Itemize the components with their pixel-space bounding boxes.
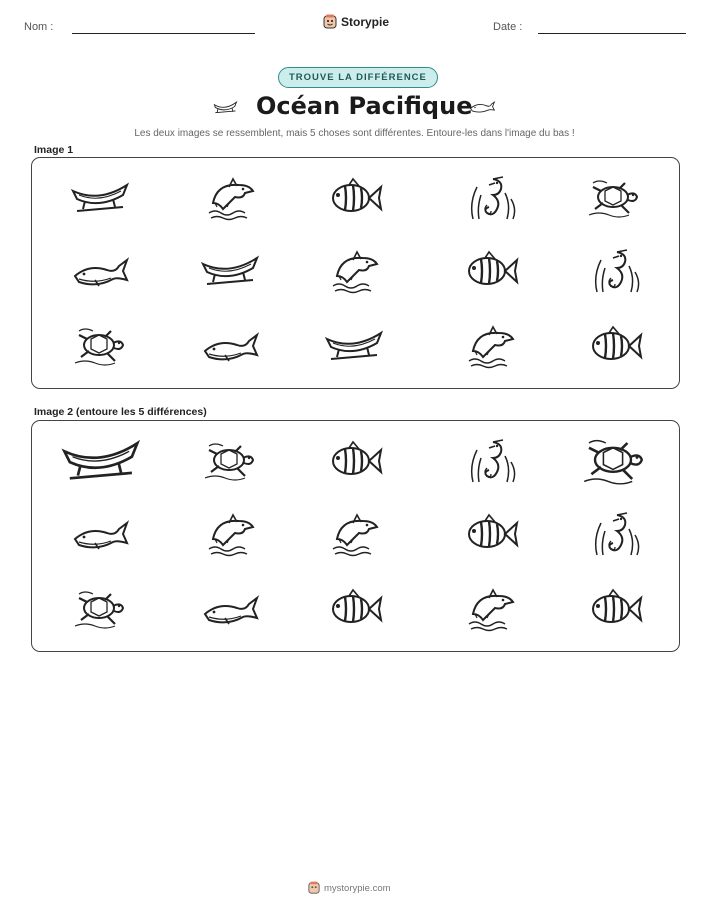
dolphin-icon[interactable]: [323, 509, 383, 559]
nom-line[interactable]: [72, 33, 255, 34]
canoe-icon: [69, 173, 129, 223]
fish-icon[interactable]: [583, 584, 643, 634]
whale-icon: [69, 246, 129, 296]
fish-icon: [583, 321, 643, 371]
whale-icon[interactable]: [69, 509, 129, 559]
fish-icon[interactable]: [459, 509, 519, 559]
page-title: Océan Pacifique: [256, 92, 473, 120]
canoe-icon: [199, 246, 259, 296]
turtle-icon[interactable]: [69, 584, 129, 634]
whale-icon: [199, 321, 259, 371]
image2-panel[interactable]: [31, 420, 680, 652]
brand-logo: [323, 14, 389, 30]
dolphin-icon: [323, 246, 383, 296]
seahorse-icon: [583, 246, 643, 296]
canoe-icon[interactable]: [59, 427, 140, 495]
canoe-icon: [210, 96, 240, 118]
dolphin-icon[interactable]: [459, 584, 519, 634]
footer-url[interactable]: mystorypie.com: [324, 882, 391, 894]
turtle-icon[interactable]: [577, 431, 649, 491]
image2-label: Image 2 (entoure les 5 différences): [34, 406, 207, 418]
turtle-icon[interactable]: [199, 436, 259, 486]
image1-panel: [31, 157, 680, 389]
nom-label: Nom :: [24, 21, 54, 33]
turtle-icon: [583, 173, 643, 223]
footer: [308, 881, 391, 895]
dolphin-icon: [459, 321, 519, 371]
date-label: Date :: [493, 21, 523, 33]
whale-icon[interactable]: [199, 584, 259, 634]
dolphin-icon[interactable]: [199, 509, 259, 559]
dolphin-icon: [199, 173, 259, 223]
storypie-logo-icon: [308, 881, 320, 895]
seahorse-icon[interactable]: [459, 436, 519, 486]
image1-label: Image 1: [34, 144, 74, 156]
seahorse-icon: [459, 173, 519, 223]
fish-icon: [323, 173, 383, 223]
date-line[interactable]: [538, 33, 686, 34]
turtle-icon: [69, 321, 129, 371]
seahorse-icon[interactable]: [583, 509, 643, 559]
instructions: Les deux images se ressemblent, mais 5 choses sont différentes. Entoure-les dans l'image du bas !: [134, 128, 575, 139]
fish-icon[interactable]: [323, 436, 383, 486]
storypie-logo-icon: [323, 14, 337, 30]
fish-icon: [459, 246, 519, 296]
fish-icon[interactable]: [323, 584, 383, 634]
activity-badge: TROUVE LA DIFFÉRENCE: [278, 67, 438, 88]
canoe-icon: [323, 321, 383, 371]
brand-name: Storypie: [341, 15, 390, 29]
whale-icon: [466, 96, 498, 118]
